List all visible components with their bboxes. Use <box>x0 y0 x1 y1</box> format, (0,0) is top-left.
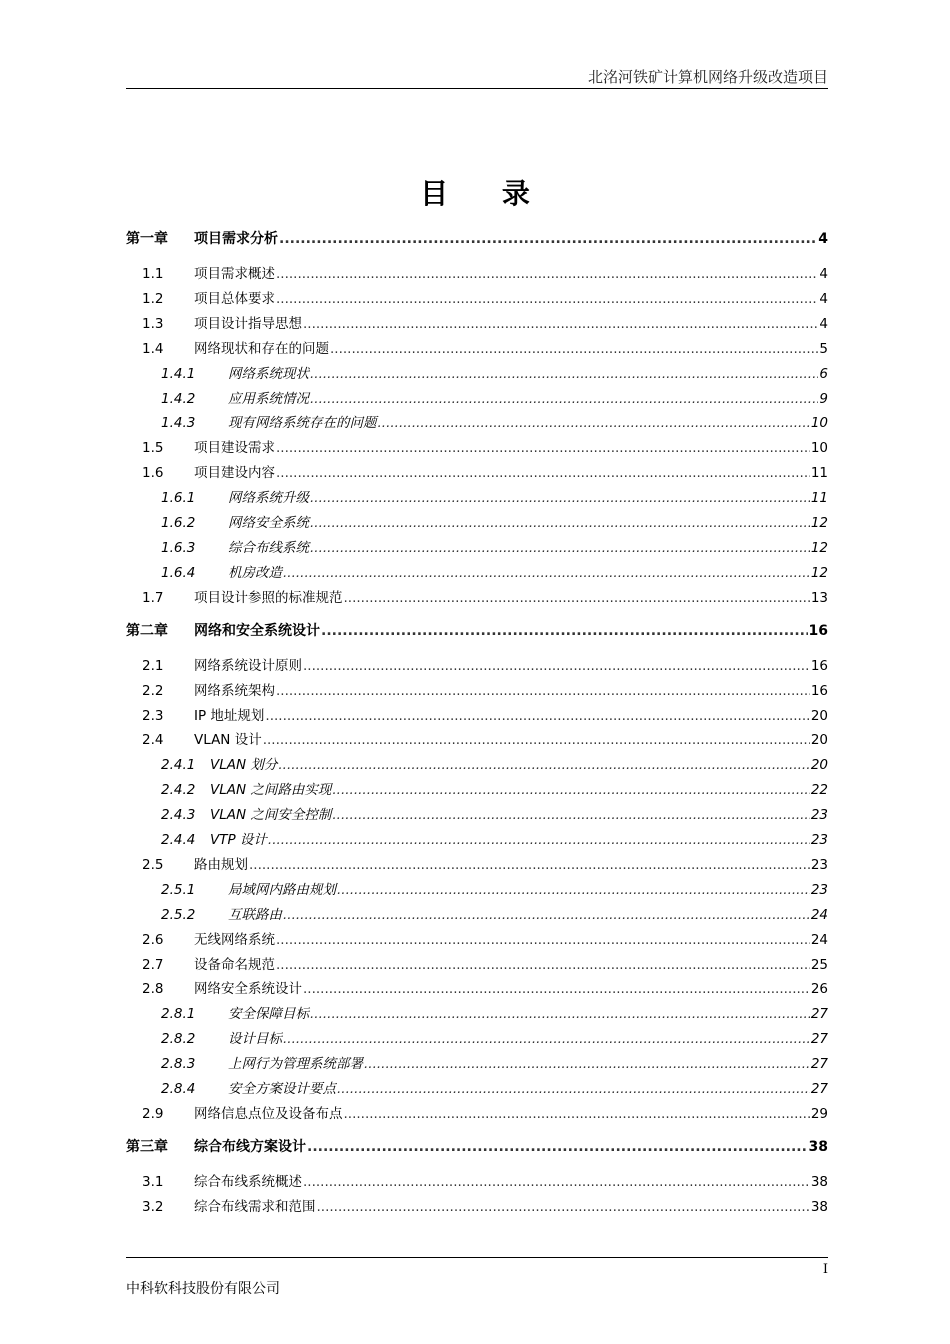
toc-entry-title: 网络系统设计原则 <box>194 657 302 674</box>
toc-entry-page: 16 <box>810 682 828 699</box>
toc-entry-title: 应用系统情况 <box>228 390 309 407</box>
toc-dot-leader <box>303 658 810 674</box>
header-project-title: 北洺河铁矿计算机网络升级改造项目 <box>587 68 828 86</box>
toc-dot-leader <box>278 757 809 773</box>
toc-entry-number: 2.3 <box>142 707 164 724</box>
toc-dot-leader <box>283 907 810 923</box>
toc-entry-page: 12 <box>810 564 828 581</box>
toc-dot-leader <box>276 291 818 307</box>
toc-entry-page: 25 <box>810 956 828 973</box>
toc-entry-page: 16 <box>808 622 828 639</box>
toc-entry[interactable] <box>126 262 828 284</box>
toc-entry[interactable] <box>126 953 828 975</box>
toc-dot-leader <box>310 366 818 382</box>
toc-entry-number: 2.5.1 <box>161 881 196 898</box>
toc-entry[interactable] <box>126 1136 828 1158</box>
toc-dot-leader <box>276 465 810 481</box>
toc-entry-number: 1.4.1 <box>161 365 196 382</box>
toc-entry-title: 项目设计指导思想 <box>194 315 302 332</box>
toc-entry-title: 网络和安全系统设计 <box>194 622 320 639</box>
toc-dot-leader <box>321 623 808 639</box>
toc-entry-page: 23 <box>810 832 828 848</box>
toc-entry[interactable] <box>126 337 828 359</box>
page-number: I <box>822 1262 828 1277</box>
toc-dot-leader <box>307 1139 808 1155</box>
toc-entry[interactable] <box>126 312 828 334</box>
toc-dot-leader <box>310 540 810 556</box>
toc-entry-page: 29 <box>810 1105 828 1122</box>
toc-entry-number: 1.7 <box>142 589 164 606</box>
toc-entry-page: 4 <box>819 290 828 307</box>
toc-entry[interactable] <box>126 654 828 676</box>
toc-entry[interactable] <box>126 620 828 642</box>
toc-entry-title: 项目设计参照的标准规范 <box>194 589 343 606</box>
toc-entry-number: 3.1 <box>142 1173 164 1190</box>
toc-dot-leader <box>276 932 810 948</box>
toc-entry-number: 2.4 <box>142 732 164 749</box>
toc-entry-title: 网络安全系统设计 <box>194 981 302 998</box>
toc-dot-leader <box>303 316 818 332</box>
toc-entry[interactable] <box>126 411 828 433</box>
toc-entry[interactable] <box>126 977 828 999</box>
toc-entry-title: 局域网内路由规划 <box>228 881 336 898</box>
toc-dot-leader <box>265 708 809 724</box>
toc-entry[interactable] <box>126 1170 828 1192</box>
toc-entry-page: 24 <box>810 906 828 923</box>
toc-entry-number: 第二章 <box>126 622 168 639</box>
toc-dot-leader <box>344 590 810 606</box>
toc-dot-leader <box>249 857 810 873</box>
toc-dot-leader <box>317 1199 810 1215</box>
toc-entry-number: 2.4.2 <box>161 782 196 799</box>
toc-entry[interactable] <box>126 728 828 750</box>
toc-entry-number: 3.2 <box>142 1198 164 1215</box>
toc-dot-leader <box>303 981 810 997</box>
toc-entry-number: 2.5.2 <box>161 906 196 923</box>
footer-divider <box>126 1257 828 1258</box>
toc-entry-page: 38 <box>810 1198 828 1215</box>
toc-entry-title: VLAN 之间路由实现 <box>210 782 332 799</box>
toc-entry-page: 4 <box>818 231 828 247</box>
toc-entry[interactable] <box>126 1195 828 1217</box>
toc-entry-page: 11 <box>810 465 828 482</box>
toc-entry-number: 2.4.3 <box>161 807 196 824</box>
toc-entry[interactable] <box>126 362 828 384</box>
toc-entry-number: 1.6.1 <box>161 490 196 507</box>
toc-entry-page: 4 <box>819 315 828 332</box>
toc-entry-title: 综合布线方案设计 <box>194 1138 306 1155</box>
toc-entry[interactable] <box>126 561 828 583</box>
toc-entry-number: 2.2 <box>142 682 164 699</box>
toc-dot-leader <box>330 341 818 357</box>
toc-entry-number: 2.8.3 <box>161 1056 196 1073</box>
toc-entry[interactable] <box>126 928 828 950</box>
toc-entry[interactable] <box>126 1102 828 1124</box>
toc-entry-page: 20 <box>810 757 828 774</box>
toc-dot-leader <box>344 1106 810 1122</box>
toc-entry-number: 1.6.2 <box>161 515 196 531</box>
toc-dot-leader <box>337 882 810 898</box>
toc-entry[interactable] <box>126 704 828 726</box>
toc-entry[interactable] <box>126 753 828 775</box>
toc-entry[interactable] <box>126 778 828 800</box>
toc-entry-number: 2.8.4 <box>161 1081 196 1097</box>
toc-entry-title: 网络信息点位及设备布点 <box>194 1105 343 1122</box>
toc-entry-page: 38 <box>808 1138 828 1155</box>
toc-entry-title: VLAN 划分 <box>210 757 278 774</box>
toc-entry-number: 2.8.2 <box>161 1031 196 1048</box>
toc-entry-number: 1.1 <box>142 266 164 282</box>
toc-dot-leader <box>279 231 817 247</box>
toc-entry-title: 综合布线系统 <box>228 539 309 556</box>
footer-company-name: 中科软科技股份有限公司 <box>126 1281 280 1297</box>
toc-entry[interactable] <box>126 287 828 309</box>
toc-entry-title: 项目建设内容 <box>194 465 275 482</box>
header-divider <box>126 88 828 89</box>
toc-entry-number: 2.8.1 <box>161 1006 196 1023</box>
toc-entry-number: 1.2 <box>142 290 164 307</box>
toc-entry-number: 2.6 <box>142 931 164 948</box>
toc-entry-title: 网络现状和存在的问题 <box>194 340 329 357</box>
toc-entry-page: 27 <box>810 1056 828 1073</box>
toc-entry-number: 2.1 <box>142 657 164 674</box>
toc-entry[interactable] <box>126 1002 828 1024</box>
toc-entry-page: 6 <box>819 365 828 382</box>
toc-entry[interactable] <box>126 486 828 508</box>
toc-entry-number: 2.5 <box>142 856 164 873</box>
toc-dot-leader <box>303 1174 810 1190</box>
toc-entry-title: 设备命名规范 <box>194 956 275 973</box>
toc-entry-number: 2.9 <box>142 1105 164 1122</box>
toc-entry-page: 20 <box>810 732 828 749</box>
toc-entry-page: 27 <box>810 1031 828 1048</box>
toc-entry-number: 1.4 <box>142 340 164 357</box>
toc-entry-page: 23 <box>810 856 828 873</box>
toc-entry[interactable] <box>126 586 828 608</box>
toc-entry[interactable] <box>126 828 828 850</box>
toc-entry-number: 第三章 <box>126 1138 168 1155</box>
toc-entry-number: 2.4.1 <box>161 757 196 774</box>
toc-entry-title: 机房改造 <box>228 564 282 581</box>
toc-dot-leader <box>263 732 810 748</box>
toc-entry[interactable] <box>126 1052 828 1074</box>
toc-entry-title: IP 地址规划 <box>194 707 265 724</box>
toc-entry-title: 综合布线需求和范围 <box>194 1198 316 1215</box>
toc-entry-title: VLAN 之间安全控制 <box>210 807 332 824</box>
toc-entry[interactable] <box>126 1077 828 1099</box>
toc-entry-page: 16 <box>810 657 828 674</box>
toc-entry-title: 项目需求概述 <box>194 266 275 282</box>
toc-entry-page: 9 <box>819 390 828 407</box>
toc-entry-title: 安全方案设计要点 <box>228 1081 336 1097</box>
toc-entry[interactable] <box>126 679 828 701</box>
toc-entry-number: 2.7 <box>142 956 164 973</box>
toc-entry-page: 26 <box>810 981 828 998</box>
toc-dot-leader <box>268 832 810 848</box>
toc-dot-leader <box>276 683 810 699</box>
toc-entry-page: 11 <box>810 490 828 507</box>
toc-dot-leader <box>364 1056 810 1072</box>
toc-dot-leader <box>310 515 810 531</box>
toc-entry-page: 22 <box>810 782 828 799</box>
toc-entry[interactable] <box>126 903 828 925</box>
toc-entry-title: 项目需求分析 <box>194 231 278 247</box>
toc-entry-page: 20 <box>810 707 828 724</box>
toc-entry[interactable] <box>126 387 828 409</box>
toc-title: 目 录 <box>420 177 552 210</box>
toc-entry-title: VTP 设计 <box>210 832 267 848</box>
toc-entry[interactable] <box>126 1027 828 1049</box>
toc-entry-number: 1.6 <box>142 465 164 482</box>
toc-entry-number: 1.4.3 <box>161 415 196 432</box>
toc-entry-title: 综合布线系统概述 <box>194 1173 302 1190</box>
toc-entry-page: 12 <box>810 515 828 531</box>
toc-entry-page: 23 <box>810 807 828 824</box>
toc-dot-leader <box>310 1006 810 1022</box>
toc-dot-leader <box>337 1081 810 1097</box>
toc-entry-page: 24 <box>810 931 828 948</box>
toc-dot-leader <box>332 782 809 798</box>
toc-entry[interactable] <box>126 436 828 458</box>
toc-entry-number: 2.8 <box>142 981 164 998</box>
toc-entry-page: 5 <box>819 340 828 357</box>
toc-entry-title: 项目建设需求 <box>194 440 275 457</box>
toc-entry-page: 12 <box>810 539 828 556</box>
toc-dot-leader <box>332 807 809 823</box>
toc-entry-title: 网络安全系统 <box>228 515 309 531</box>
toc-entry-number: 1.5 <box>142 440 164 457</box>
toc-entry-page: 4 <box>819 266 828 282</box>
toc-entry-title: 互联路由 <box>228 906 282 923</box>
toc-entry[interactable] <box>126 803 828 825</box>
toc-entry-title: 网络系统升级 <box>228 490 309 507</box>
toc-entry-number: 2.4.4 <box>161 832 196 848</box>
toc-entry[interactable] <box>126 853 828 875</box>
toc-dot-leader <box>283 565 810 581</box>
toc-entry[interactable] <box>126 511 828 533</box>
toc-entry-title: 网络系统现状 <box>228 365 309 382</box>
toc-entry-number: 1.6.4 <box>161 564 196 581</box>
toc-dot-leader <box>310 490 810 506</box>
toc-entry-number: 第一章 <box>126 231 168 247</box>
toc-entry-title: VLAN 设计 <box>194 732 262 749</box>
toc-entry-number: 1.4.2 <box>161 390 196 407</box>
toc-entry-number: 1.6.3 <box>161 539 196 556</box>
toc-entry-page: 10 <box>810 415 828 432</box>
toc-entry-number: 1.3 <box>142 315 164 332</box>
toc-entry-title: 路由规划 <box>194 856 248 873</box>
toc-entry-title: 项目总体要求 <box>194 290 275 307</box>
toc-entry-title: 设计目标 <box>228 1031 282 1048</box>
toc-entry[interactable] <box>126 878 828 900</box>
toc-entry-page: 27 <box>810 1081 828 1097</box>
toc-entry-title: 安全保障目标 <box>228 1006 309 1023</box>
toc-entry-title: 现有网络系统存在的问题 <box>228 415 377 432</box>
toc-dot-leader <box>276 957 810 973</box>
toc-entry-page: 23 <box>810 881 828 898</box>
toc-entry-title: 上网行为管理系统部署 <box>228 1056 363 1073</box>
toc-entry-page: 38 <box>810 1173 828 1190</box>
toc-entry-page: 27 <box>810 1006 828 1023</box>
toc-entry[interactable] <box>126 536 828 558</box>
toc-dot-leader <box>276 266 818 282</box>
toc-entry[interactable] <box>126 461 828 483</box>
toc-dot-leader <box>378 415 810 431</box>
toc-entry-title: 网络系统架构 <box>194 682 275 699</box>
toc-entry-page: 10 <box>810 440 828 457</box>
toc-entry[interactable] <box>126 228 828 250</box>
toc-entry-title: 无线网络系统 <box>194 931 275 948</box>
toc-dot-leader <box>310 391 818 407</box>
toc-dot-leader <box>283 1031 810 1047</box>
toc-entry-page: 13 <box>810 589 828 606</box>
toc-dot-leader <box>276 440 810 456</box>
